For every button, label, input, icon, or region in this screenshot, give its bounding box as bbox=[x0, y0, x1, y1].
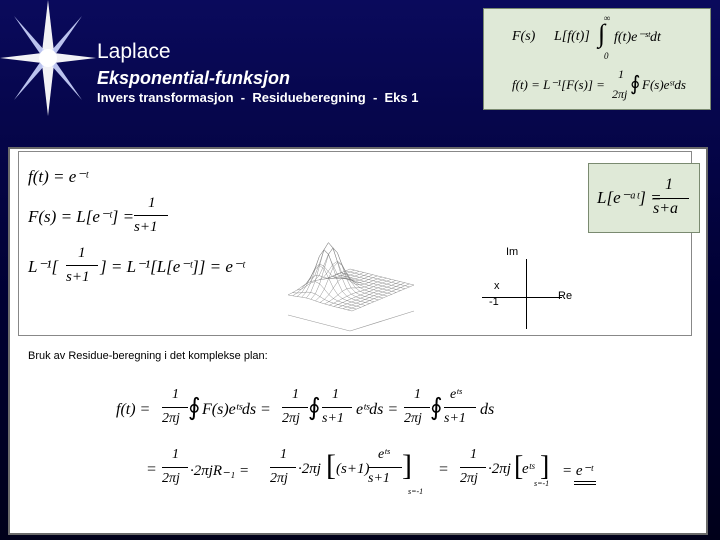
residue-caption: Bruk av Residue-beregning i det komplekse plan: bbox=[28, 350, 268, 362]
inverse-coef-num: 1 bbox=[618, 67, 624, 81]
contour-integral-icon: ∮ bbox=[188, 395, 201, 421]
forward-lhs: F(s) bbox=[512, 29, 536, 44]
inverse-lhs: f(t) = L⁻¹[F(s)] = bbox=[512, 77, 605, 92]
starburst-logo-icon bbox=[0, 0, 110, 120]
example-line-2-den: s+1 bbox=[134, 219, 158, 235]
ref-lhs: L[e⁻ᵃᵗ] = bbox=[597, 188, 662, 207]
imaginary-axis bbox=[526, 259, 527, 329]
integral-sign-icon: ∫ bbox=[598, 19, 606, 48]
contour-integral-icon: ∮ bbox=[430, 395, 443, 421]
pole-value: -1 bbox=[489, 296, 499, 308]
page-subtitle: Eksponential-funksjon bbox=[97, 68, 291, 88]
laplace-definition-box bbox=[483, 8, 711, 110]
im-axis-label: Im bbox=[506, 246, 519, 258]
final-result: = e⁻ᵗ bbox=[562, 463, 593, 479]
page-title: Laplace bbox=[97, 40, 171, 63]
ref-den: s+a bbox=[653, 200, 679, 217]
main-slide-panel: f(t) = e⁻ᵗ F(s) = L[e⁻ᵗ] = 1 s+1 L⁻¹[ 1 s+1 ] = L⁻¹[L[e⁻ᵗ]] = e⁻ᵗ L[e⁻ᵃᵗ] = 1 s+a Im Re x -1 Bruk av Residue-beregning i det komplekse plan: f(t) = 1 2πj ∮ F(s)eᵗˢds = 1 2πj ∮ 1 s+1 eᵗˢds = 1 2πj ∮ eᵗˢ s+1 ds = 1 2πj ·2πjR₋₁ = 1 2πj ·2πj [ (s+1) eᵗˢ s+1 ] s=-1 = 1 2πj ·2πj [ eᵗˢ ] s=-1 = e⁻ᵗ bbox=[8, 147, 708, 535]
re-axis-label: Re bbox=[558, 290, 573, 302]
ref-num: 1 bbox=[665, 176, 673, 193]
example-line-3-num: 1 bbox=[78, 245, 86, 261]
surface-plot-image bbox=[280, 227, 420, 335]
forward-eq: L[f(t)] bbox=[554, 29, 590, 44]
upper-limit: ∞ bbox=[604, 13, 611, 23]
breadcrumb: Invers transformasjon - Residueberegning - Eks 1 bbox=[97, 90, 419, 105]
example-line-3-lhs: L⁻¹[ bbox=[28, 257, 59, 276]
example-line-2-num: 1 bbox=[148, 195, 156, 211]
inverse-coef-den: 2πj bbox=[612, 87, 628, 101]
residue-r1-lhs: f(t) = bbox=[116, 401, 151, 418]
example-line-1: f(t) = e⁻ᵗ bbox=[28, 167, 89, 186]
contour-integral-icon: ∮ bbox=[630, 73, 641, 95]
contour-integral-icon: ∮ bbox=[308, 395, 321, 421]
inverse-rhs: F(s)eˢᵗds bbox=[642, 77, 686, 92]
example-line-2-lhs: F(s) = L[e⁻ᵗ] = bbox=[28, 207, 135, 226]
forward-rhs: f(t)e⁻ˢᵗdt bbox=[614, 30, 661, 45]
lower-limit: 0 bbox=[604, 51, 609, 61]
reference-formula-box bbox=[588, 163, 700, 233]
example-line-3-rhs: ] = L⁻¹[L[e⁻ᵗ]] = e⁻ᵗ bbox=[100, 257, 245, 276]
example-line-3-den: s+1 bbox=[66, 269, 90, 285]
pole-mark: x bbox=[494, 280, 500, 292]
